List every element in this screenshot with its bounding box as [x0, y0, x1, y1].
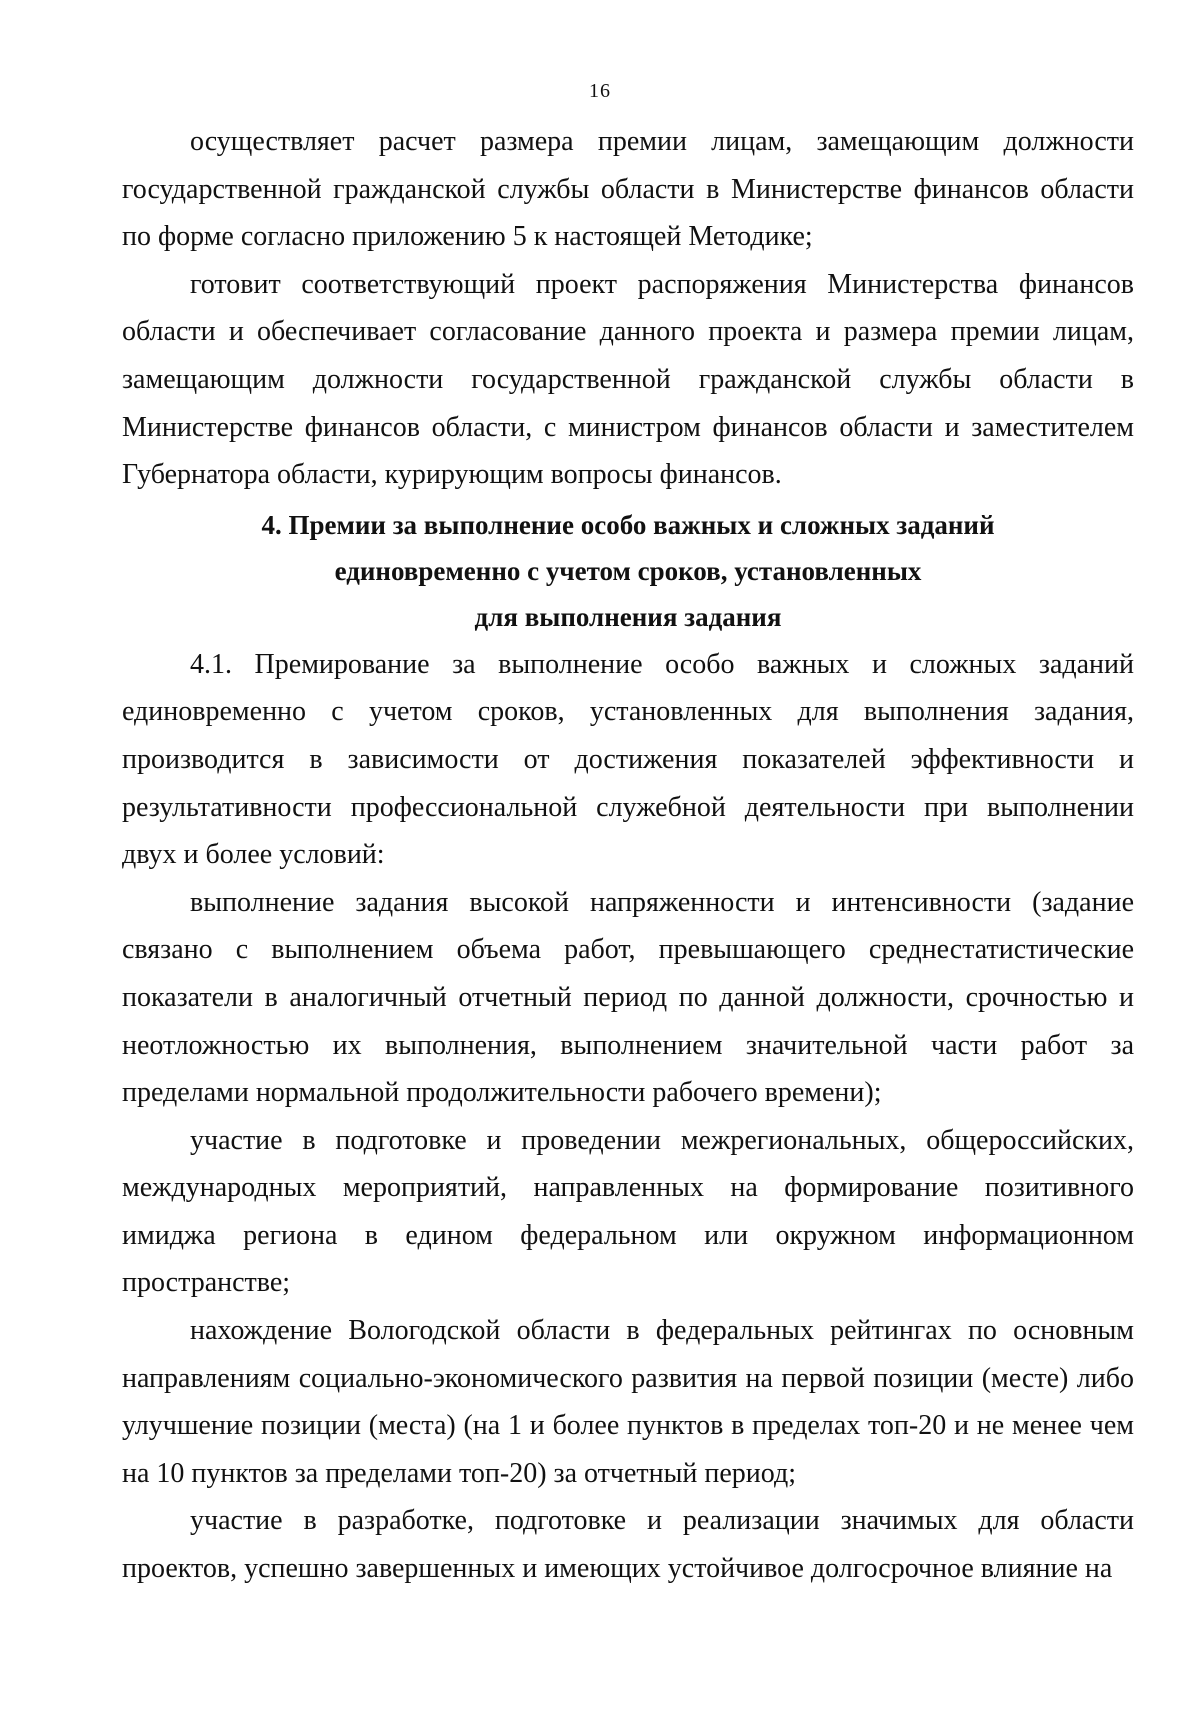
paragraph-ratings: нахождение Вологодской области в федеральных рейтингах по основным направлениям социально-экономического развития на первой позиции (месте) либо улучшение позиции (места) (на 1 и более пунктов в пределах топ-20 и не менее чем на 10 пунктов за пределами топ-20) за отчетный период;	[122, 1315, 1134, 1489]
paragraph-4-1: 4.1. Премирование за выполнение особо важных и сложных заданий единовременно с учетом сроков, установленных для выполнения задания, производится в зависимости от достижения показателей эффективности и результативности профессиональной служебной деятельности при выполнении двух и более условий:	[122, 648, 1134, 871]
paragraph-events-participation: участие в подготовке и проведении межрегиональных, общероссийских, международных мероприятий, направленных на формирование позитивного имиджа региона в едином федеральном или окружном информационном пространстве;	[122, 1124, 1134, 1299]
paragraph-calculation: осуществляет расчет размера премии лицам, замещающим должности государственной гражданской службы области в Министерстве финансов области по форме согласно приложению 5 к настоящей Методике;	[122, 126, 1134, 253]
paragraph-draft-order: готовит соответствующий проект распоряжения Министерства финансов области и обеспечивает согласование данного проекта и размера премии лицам, замещающим должности государственной гражданской службы области в Министерстве финансов области, с министром финансов области и заместителем Губернатора области, курирующим вопросы финансов.	[122, 268, 1134, 491]
document-body	[122, 118, 1134, 1593]
page-number: 16	[589, 80, 611, 102]
section-heading-line-2: единовременно с учетом сроков, установленных	[334, 555, 922, 586]
section-heading-line-3: для выполнения задания	[474, 601, 782, 632]
paragraph-high-intensity: выполнение задания высокой напряженности и интенсивности (задание связано с выполнением объема работ, превышающего среднестатистические показатели в аналогичный отчетный период по данной должности, срочностью и неотложностью их выполнения, выполнением значительной части работ за пределами нормальной продолжительности рабочего времени);	[122, 886, 1134, 1109]
paragraph-projects: участие в разработке, подготовке и реализации значимых для области проектов, успешно завершенных и имеющих устойчивое долгосрочное влияние на	[122, 1505, 1134, 1585]
section-heading	[122, 502, 1134, 640]
section-heading-line-1: 4. Премии за выполнение особо важных и сложных заданий	[261, 509, 995, 540]
